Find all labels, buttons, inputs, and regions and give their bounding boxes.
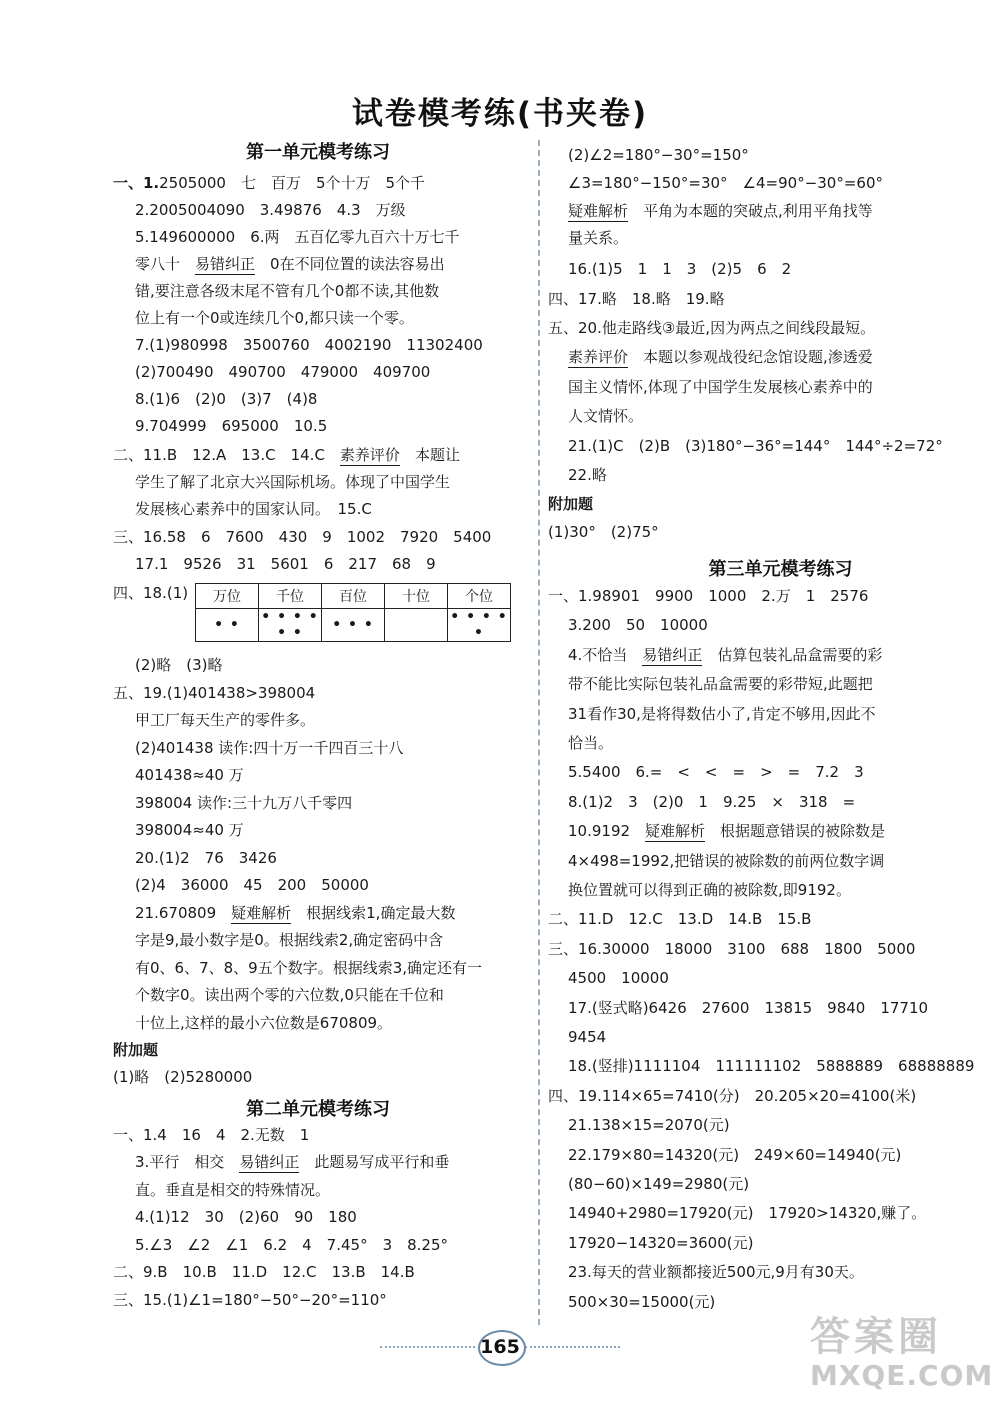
table-header: 百位 — [322, 584, 385, 609]
answer-line: 四、18.(1) — [113, 584, 189, 602]
place-value-table — [195, 583, 511, 642]
answer-line: 字是9,最小数字是0。根据线索2,确定密码中含 — [135, 931, 444, 949]
tag-difficulty-analysis: 疑难解析 — [231, 904, 292, 922]
answer-line: (80−60)×149=2980(元) — [568, 1175, 750, 1193]
answer-line: 22.略 — [568, 466, 607, 484]
answer-line: 直。垂直是相交的特殊情况。 — [135, 1181, 331, 1199]
answer-line: 401438≈40 万 — [135, 766, 244, 784]
answer-line: 错,要注意各级末尾不管有几个0都不读,其他数 — [135, 282, 440, 300]
tag-literacy-evaluation: 素养评价 — [339, 446, 400, 464]
answer-line: 398004≈40 万 — [135, 821, 244, 839]
answer-line: 5.5400 6.= < < = > = 7.2 3 — [568, 763, 864, 781]
answer-text: 4.不恰当 — [568, 646, 643, 664]
watermark-logo — [810, 1315, 995, 1400]
answer-line: 20.(1)2 76 3426 — [135, 849, 277, 867]
answer-line: 带不能比实际包装礼品盒需要的彩带短,此题把 — [568, 675, 873, 693]
answer-line: 17.1 9526 31 5601 6 217 68 9 — [135, 555, 436, 573]
answer-line: ∠3=180°−150°=30° ∠4=90°−30°=60° — [568, 174, 884, 192]
answer-line: 国主义情怀,体现了中国学生发展核心素养中的 — [568, 378, 873, 396]
tag-difficulty-analysis: 疑难解析 — [645, 822, 706, 840]
answer-text: 根据题意错误的被除数是 — [705, 822, 886, 840]
table-header: 万位 — [196, 584, 259, 609]
bead-cell: • • • — [322, 609, 385, 642]
answer-line: 学生了解了北京大兴国际机场。体现了中国学生 — [135, 473, 451, 491]
answer-text: 平角为本题的突破点,利用平角找等 — [628, 202, 873, 220]
answer-text: 0在不同位置的读法容易出 — [255, 255, 445, 273]
answer-line: 三、16.30000 18000 3100 688 1800 5000 — [548, 940, 916, 958]
answer-text: 此题易写成平行和垂 — [299, 1153, 450, 1171]
answer-line: 16.(1)5 1 1 3 (2)5 6 2 — [568, 260, 792, 278]
answer-line: 21.138×15=2070(元) — [568, 1116, 730, 1134]
answer-line: 人文情怀。 — [568, 407, 644, 425]
answer-line: 5.∠3 ∠2 ∠1 6.2 4 7.45° 3 8.25° — [135, 1236, 449, 1254]
answer-line: 18.(竖排)1111104 111111102 5888889 68888889 — [568, 1057, 975, 1075]
answer-line: 一、1.4 16 4 2.无数 1 — [113, 1126, 310, 1144]
watermark-top: 答案圈 — [810, 1314, 942, 1360]
answer-text: 2505000 七 百万 5个十万 5个千 — [159, 174, 426, 192]
answer-line: 23.每天的营业额都接近500元,9月有30天。 — [568, 1263, 864, 1281]
bead-cell: • • — [196, 609, 259, 642]
table-header-row — [196, 584, 511, 609]
table-header: 千位 — [259, 584, 322, 609]
answer-line: 甲工厂每天生产的零件多。 — [135, 711, 316, 729]
answer-line: 十位上,这样的最小六位数是670809。 — [135, 1014, 393, 1032]
answer-text: 10.9192 — [568, 822, 646, 840]
answer-text: 本题以参观战役纪念馆设题,渗透爱 — [628, 348, 873, 366]
answer-line — [568, 645, 882, 665]
answer-line: 位上有一个0或连续几个0,都只读一个零。 — [135, 309, 414, 327]
section-heading-unit2: 第二单元模考练习 — [246, 1099, 390, 1120]
answer-line — [135, 903, 455, 923]
answer-line: 9.704999 695000 10.5 — [135, 417, 328, 435]
section-heading-unit3: 第三单元模考练习 — [708, 559, 853, 580]
table-header: 个位 — [448, 584, 511, 609]
answer-line: 3.200 50 10000 — [568, 616, 708, 634]
answer-line: (1)30° (2)75° — [548, 523, 659, 541]
answer-line — [135, 254, 445, 274]
answer-line: 三、15.(1)∠1=180°−50°−20°=110° — [113, 1291, 387, 1309]
tag-error-correction: 易错纠正 — [642, 646, 703, 664]
answer-line: 21.(1)C (2)B (3)180°−36°=144° 144°÷2=72° — [568, 437, 943, 455]
bead-cell: • • • • • — [448, 609, 511, 642]
answer-line: 7.(1)980998 3500760 4002190 11302400 — [135, 336, 483, 354]
answer-text: 二、11.B 12.A 13.C 14.C — [113, 446, 340, 464]
answer-line: 31看作30,是将得数估小了,肯定不够用,因此不 — [568, 705, 876, 723]
answer-line: (2)4 36000 45 200 50000 — [135, 876, 369, 894]
bonus-heading: 附加题 — [113, 1041, 159, 1059]
answer-text: 零八十 — [135, 255, 196, 273]
answer-line: (2)700490 490700 479000 409700 — [135, 363, 431, 381]
page-title: 试卷模考练(书夹卷) — [351, 96, 649, 132]
answer-line: 量关系。 — [568, 229, 629, 247]
table-row — [196, 609, 511, 642]
answer-line — [113, 173, 425, 193]
answer-line: 500×30=15000(元) — [568, 1293, 716, 1311]
answer-line: 三、16.58 6 7600 430 9 1002 7920 5400 — [113, 528, 492, 546]
answer-line: 有0、6、7、8、9五个数字。根据线索3,确定还有一 — [135, 959, 483, 977]
tag-error-correction: 易错纠正 — [239, 1153, 300, 1171]
answer-line: 5.149600000 6.两 五百亿零九百六十万七千 — [135, 228, 460, 246]
answer-line: 8.(1)6 (2)0 (3)7 (4)8 — [135, 390, 318, 408]
answer-line: 2.2005004090 3.49876 4.3 万级 — [135, 201, 406, 219]
answer-line: 一、1.98901 9900 1000 2.万 1 2576 — [548, 587, 869, 605]
bonus-heading: 附加题 — [548, 495, 594, 513]
answer-line: 五、19.(1)401438>398004 — [113, 684, 316, 702]
bead-cell — [385, 609, 448, 642]
answer-text: 根据线索1,确定最大数 — [291, 904, 456, 922]
answer-line — [113, 445, 460, 465]
answer-line: 22.179×80=14320(元) 249×60=14940(元) — [568, 1146, 902, 1164]
watermark-bottom: MXQE.COM — [810, 1359, 994, 1392]
answer-text: 3.平行 相交 — [135, 1153, 240, 1171]
answer-text: 21.670809 — [135, 904, 232, 922]
answer-line: 17920−14320=3600(元) — [568, 1234, 754, 1252]
question-number: 一、1. — [113, 174, 160, 192]
answer-line: 9454 — [568, 1028, 607, 1046]
page-number: 165 — [480, 1336, 520, 1358]
answer-line: 五、20.他走路线③最近,因为两点之间线段最短。 — [548, 319, 876, 337]
answer-line — [135, 1152, 449, 1172]
answer-line — [568, 201, 873, 221]
page-number-right-rule — [525, 1346, 620, 1348]
answer-line: (2)401438 读作:四十万一千四百三十八 — [135, 739, 404, 757]
answer-text: 本题让 — [399, 446, 460, 464]
answer-line: 14940+2980=17920(元) 17920>14320,赚了。 — [568, 1204, 927, 1222]
answer-line — [568, 347, 873, 367]
answer-line: (1)略 (2)5280000 — [113, 1068, 253, 1086]
answer-line: 4×498=1992,把错误的被除数的前两位数字调 — [568, 852, 885, 870]
answer-line: 二、11.D 12.C 13.D 14.B 15.B — [548, 910, 812, 928]
answer-line — [568, 821, 885, 841]
answer-line: 四、19.114×65=7410(分) 20.205×20=4100(米) — [548, 1087, 917, 1105]
tag-difficulty-analysis: 疑难解析 — [568, 202, 629, 220]
page-number-left-rule — [380, 1346, 475, 1348]
answer-line: 恰当。 — [568, 734, 614, 752]
tag-literacy-evaluation: 素养评价 — [568, 348, 629, 366]
answer-line: (2)∠2=180°−30°=150° — [568, 146, 749, 164]
answer-line: 8.(1)2 3 (2)0 1 9.25 × 318 = — [568, 793, 856, 811]
answer-line: 换位置就可以得到正确的被除数,即9192。 — [568, 881, 851, 899]
bead-cell: • • • • • • — [259, 609, 322, 642]
section-heading-unit1: 第一单元模考练习 — [246, 142, 390, 163]
answer-line: 4.(1)12 30 (2)60 90 180 — [135, 1208, 357, 1226]
table-header: 十位 — [385, 584, 448, 609]
answer-line: 398004 读作:三十九万八千零四 — [135, 794, 353, 812]
answer-line: 二、9.B 10.B 11.D 12.C 13.B 14.B — [113, 1263, 415, 1281]
answer-line: 个数字0。读出两个零的六位数,0只能在千位和 — [135, 986, 444, 1004]
answer-line: 17.(竖式略)6426 27600 13815 9840 17710 — [568, 999, 929, 1017]
tag-error-correction: 易错纠正 — [195, 255, 256, 273]
column-divider — [538, 140, 540, 1325]
answer-line: 4500 10000 — [568, 969, 669, 987]
answer-line: 四、17.略 18.略 19.略 — [548, 290, 725, 308]
answer-line: 发展核心素养中的国家认同。 15.C — [135, 500, 372, 518]
answer-text: 估算包装礼品盒需要的彩 — [702, 646, 883, 664]
answer-line: (2)略 (3)略 — [135, 656, 223, 674]
